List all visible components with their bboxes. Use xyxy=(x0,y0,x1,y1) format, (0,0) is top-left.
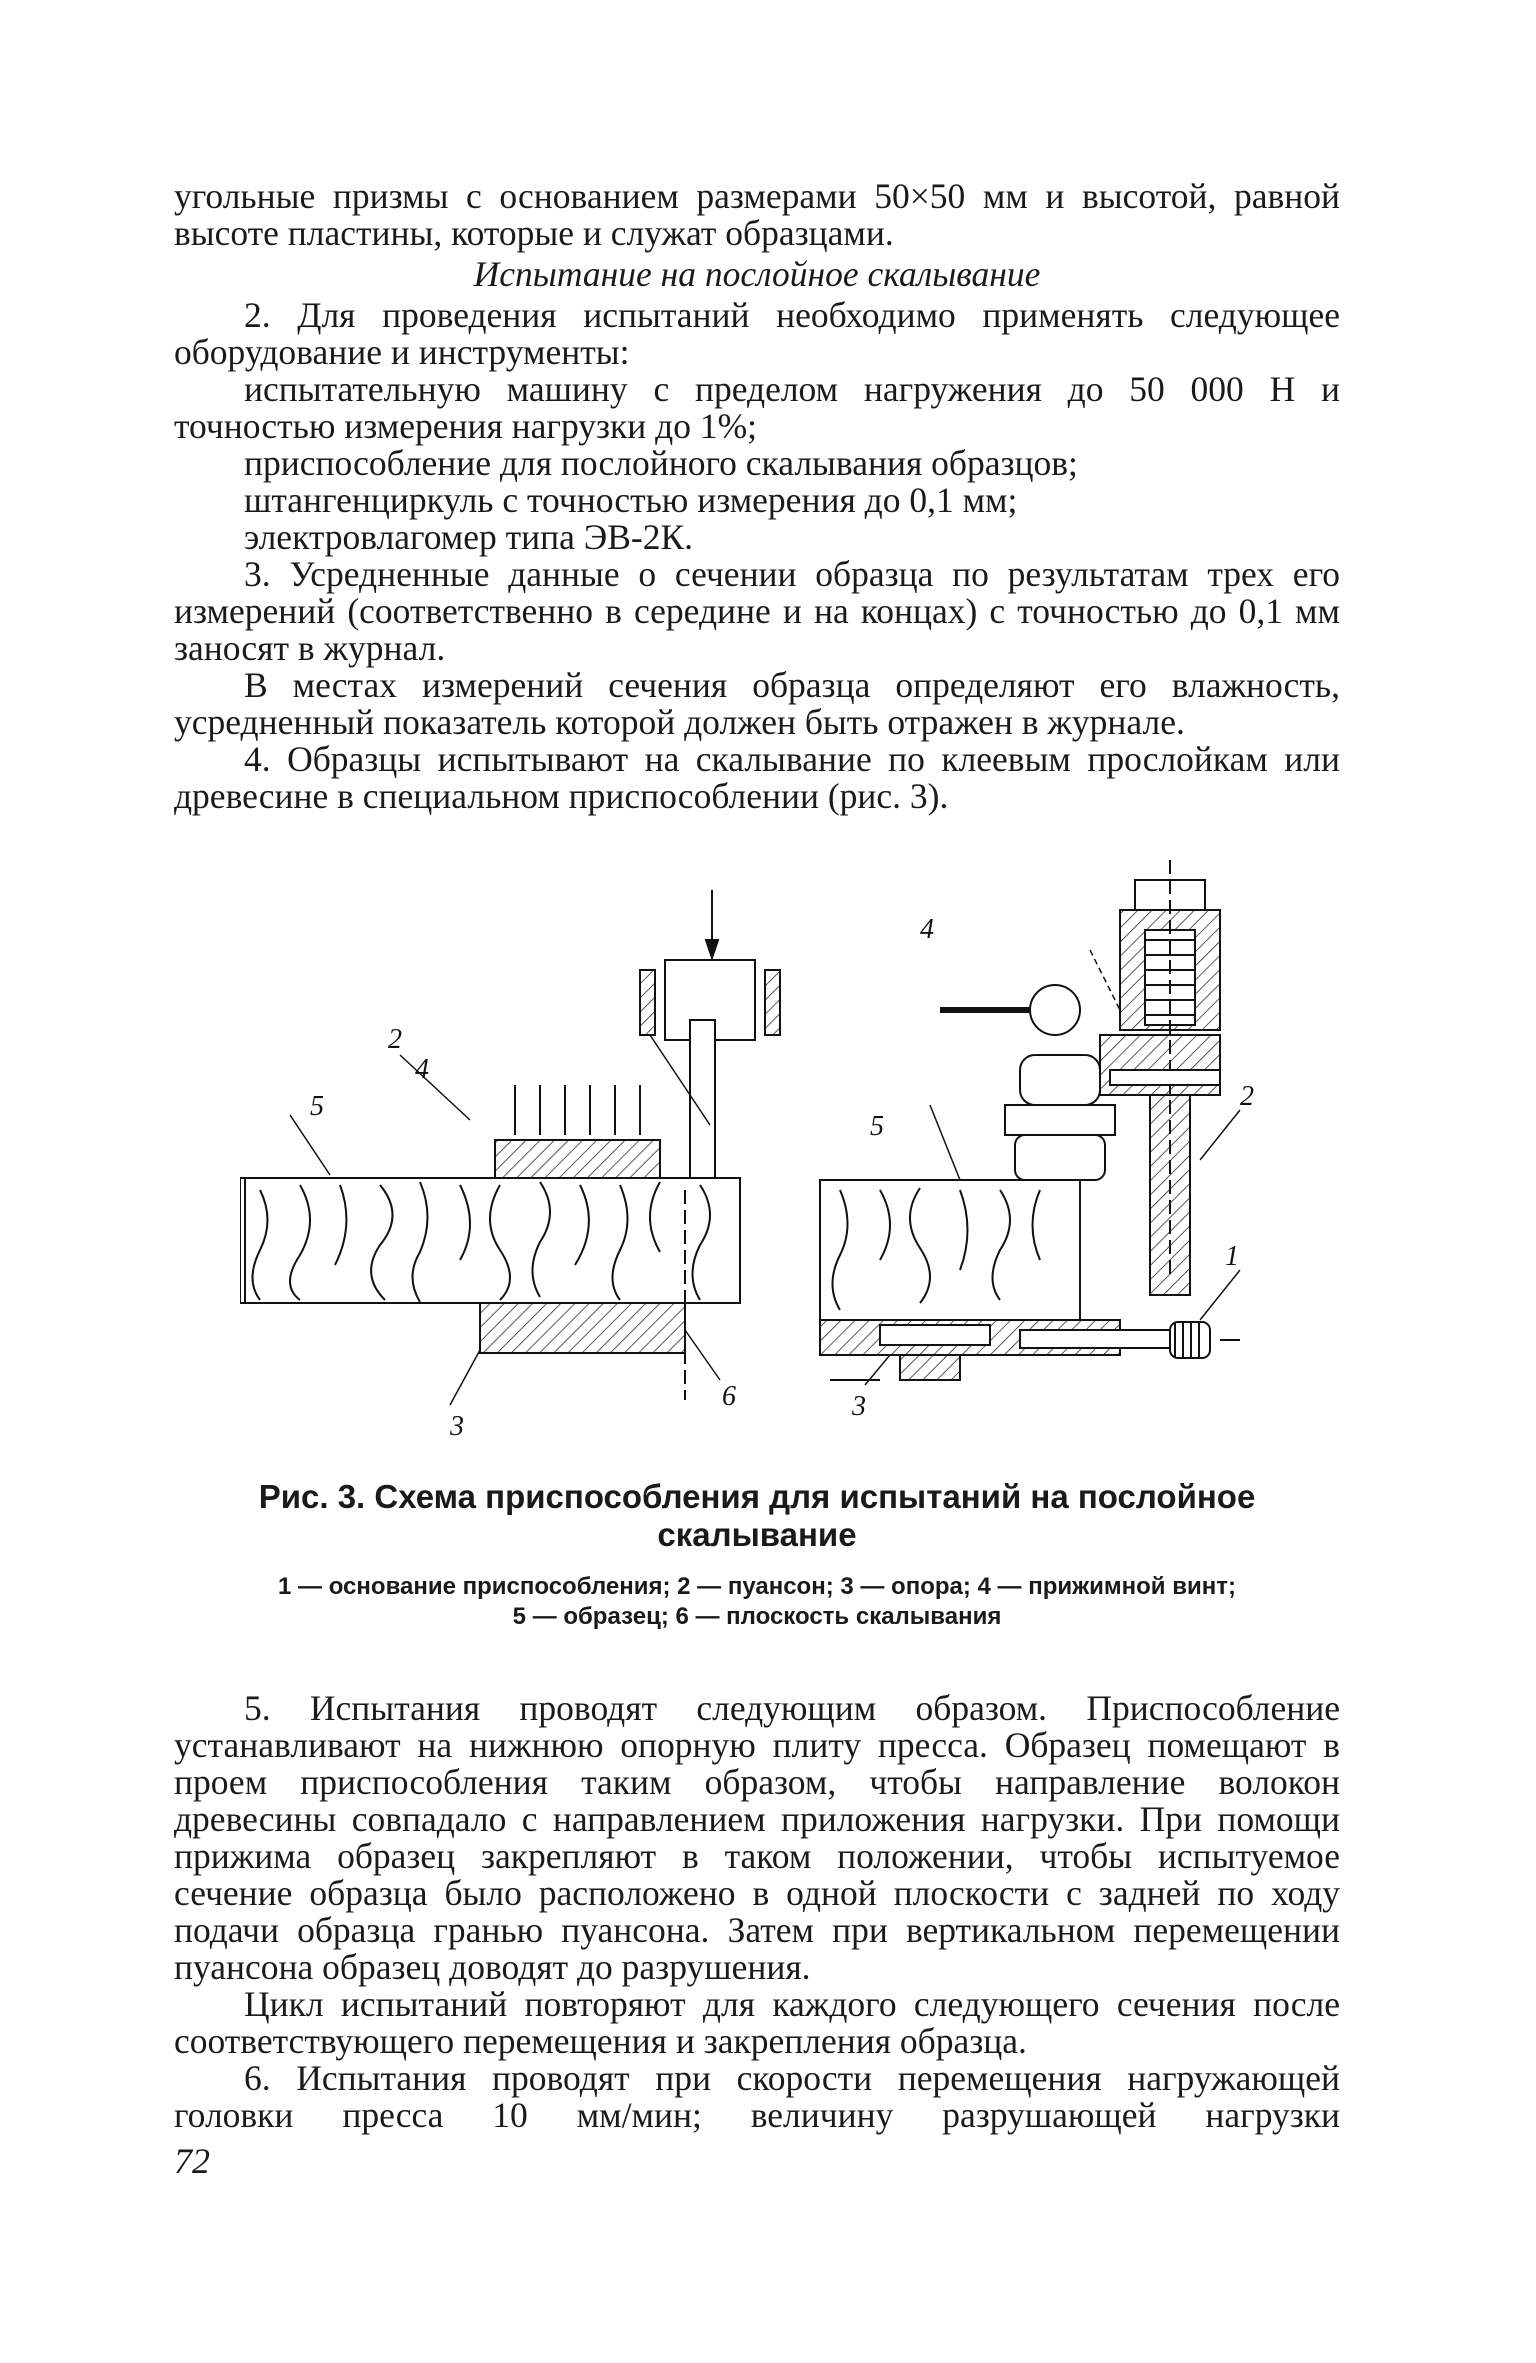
label-left-4: 4 xyxy=(415,1054,429,1085)
label-right-3: 3 xyxy=(852,1391,866,1422)
label-left-5: 5 xyxy=(310,1091,324,1122)
label-right-5: 5 xyxy=(870,1111,884,1142)
paragraph-2: 2. Для проведения испытаний необходимо применять следующее оборудование и инструменты: xyxy=(174,295,1340,372)
figure-legend xyxy=(174,1572,1340,1632)
label-right-2: 2 xyxy=(1240,1081,1254,1112)
paragraph-3b: В местах измерений сечения образца определяют его влажность, усредненный показатель которой должен быть отражен в журнале. xyxy=(174,665,1340,742)
label-left-6: 6 xyxy=(722,1381,736,1412)
label-right-4: 4 xyxy=(920,914,934,945)
legend-line-2: 5 — образец; 6 — плоскость скалывания xyxy=(512,1603,1002,1630)
page-number: 72 xyxy=(174,2141,210,2181)
equipment-item-4: электровлагомер типа ЭВ-2К. xyxy=(244,517,694,557)
text-block-bottom xyxy=(174,1690,1340,2134)
paragraph-5: 5. Испытания проводят следующим образом. Приспособление устанавливают на нижнюю опорную плиту пресса. Образец помещают в проем приспособления таким образом, чтобы направление волокон древесины совпадало с направлением приложения нагрузки. При помощи прижима образец закрепляют в таком положении, чтобы испытуемое сечение образца было расположено в одной плоскости с задней по ходу подачи образца гранью пуансона. Затем при вертикальном перемещении пуансона образец доводят до разрушения. xyxy=(174,1688,1340,1987)
equipment-item-2: приспособление для послойного скалывания образцов; xyxy=(244,443,1078,483)
figure-diagram xyxy=(240,860,1350,1445)
paragraph-continuation: угольные призмы с основанием размерами 50×50 мм и высотой, равной высоте пластины, которые и служат образцами. xyxy=(174,176,1340,253)
paragraph-4: 4. Образцы испытывают на скалывание по клеевым прослойкам или древесине в специальном приспособлении (рис. 3). xyxy=(174,739,1340,816)
equipment-item-1: испытательную машину с пределом нагружения до 50 000 Н и точностью измерения нагрузки до 1%; xyxy=(174,369,1340,446)
equipment-item-3: штангенциркуль с точностью измерения до 0,1 мм; xyxy=(244,480,1018,520)
label-left-2: 2 xyxy=(388,1024,402,1055)
legend-line-1: 1 — основание приспособления; 2 — пуансон; 3 — опора; 4 — прижимной винт; xyxy=(278,1573,1236,1600)
paragraph-3: 3. Усредненные данные о сечении образца по результатам трех его измерений (соответственно в середине и на концах) с точностью до 0,1 мм заносят в журнал. xyxy=(174,554,1340,668)
left-schematic xyxy=(240,890,780,1405)
paragraph-5b: Цикл испытаний повторяют для каждого следующего сечения после соответствующего перемещения и закрепления образца. xyxy=(174,1984,1340,2061)
figure-caption-title: Рис. 3. Схема приспособления для испытаний на послойное скалывание xyxy=(258,1478,1256,1553)
paragraph-6: 6. Испытания проводят при скорости перемещения нагружающей головки пресса 10 мм/мин; величину разрушающей нагрузки xyxy=(174,2058,1340,2135)
label-right-1: 1 xyxy=(1225,1241,1239,1272)
section-heading: Испытание на послойное скалывание xyxy=(473,254,1041,294)
text-block-top xyxy=(174,178,1340,815)
label-left-3: 3 xyxy=(450,1411,464,1442)
